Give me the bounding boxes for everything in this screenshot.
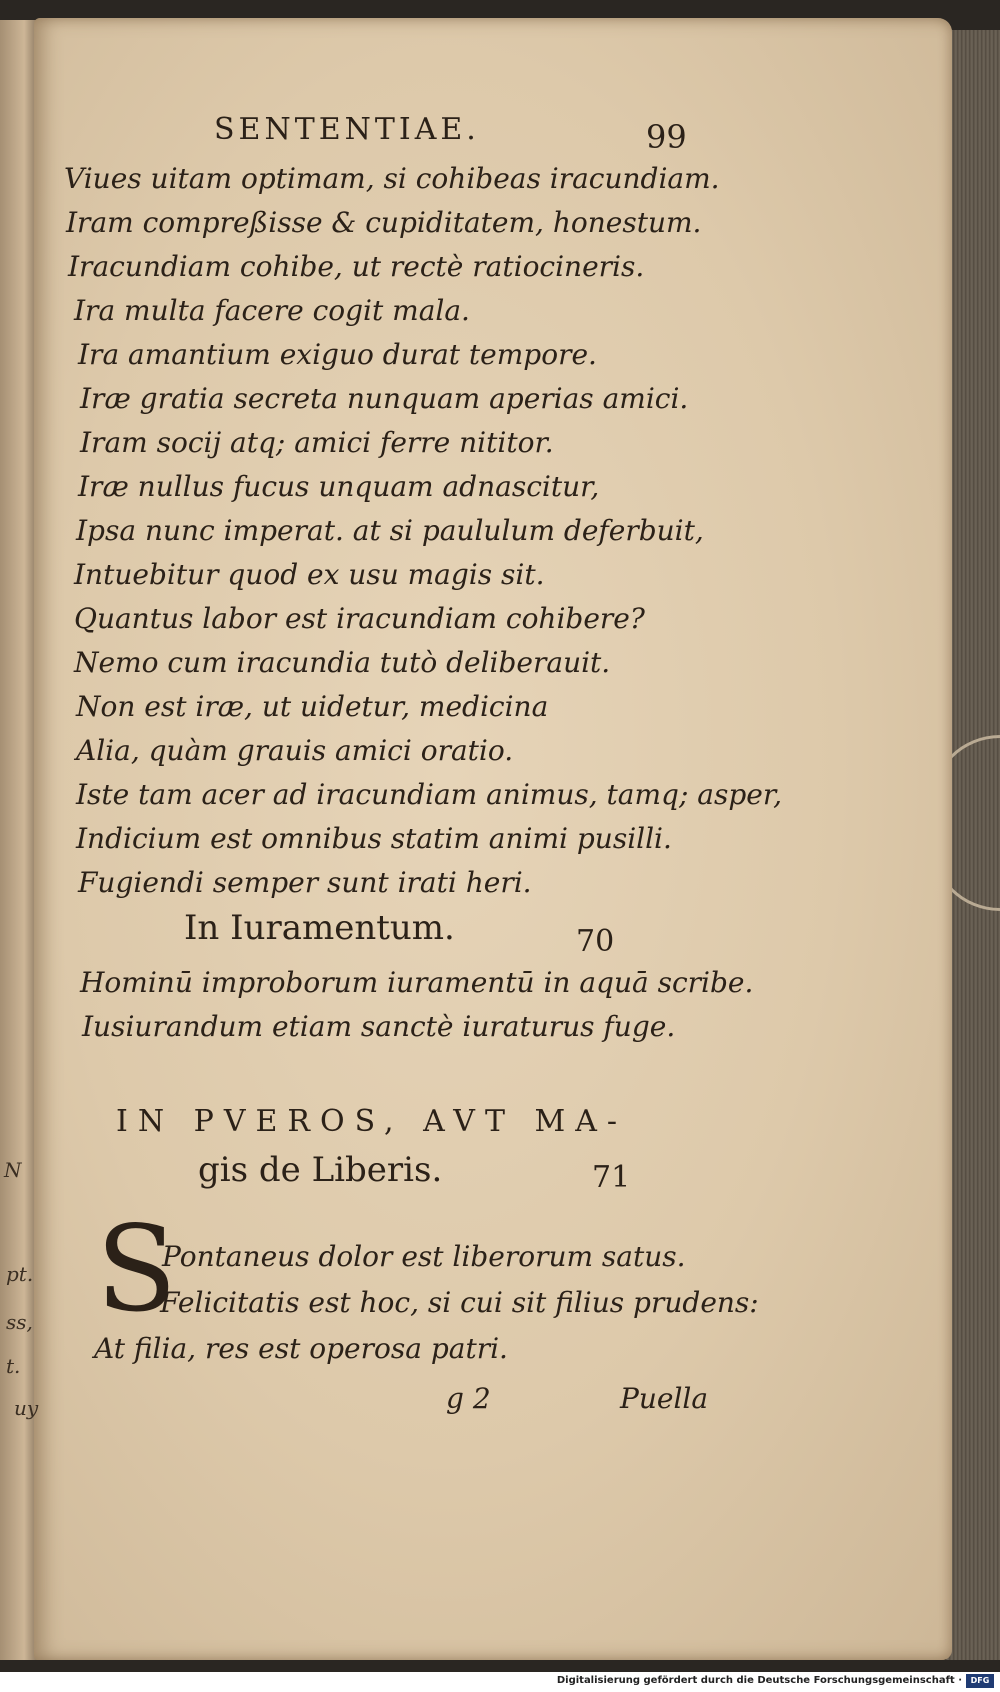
margin-note: t. — [6, 1354, 21, 1378]
section-heading-pueros-line2: gis de Liberis. — [198, 1150, 443, 1190]
text-line: Ira multa facere cogit mala. — [74, 294, 470, 327]
text-line: Ira amantium exiguo durat tempore. — [78, 338, 597, 371]
section-number-70: 70 — [576, 924, 615, 959]
text-line: Felicitatis est hoc, si cui sit filius prudens: — [160, 1286, 759, 1319]
text-line: Iste tam acer ad iracundiam animus, tamq; asper, — [76, 778, 783, 811]
text-line: Pontaneus dolor est liberorum satus. — [162, 1240, 686, 1273]
margin-note: N — [4, 1158, 22, 1182]
catchword: Puella — [620, 1382, 709, 1415]
text-line: Iracundiam cohibe, ut rectè ratiocineris. — [68, 250, 645, 283]
text-line: Hominū improborum iuramentū in aquā scribe. — [80, 966, 754, 999]
margin-note: ss, — [6, 1310, 33, 1334]
margin-note: uy — [14, 1396, 39, 1420]
page-number: 99 — [646, 118, 687, 156]
section-number-71: 71 — [592, 1160, 631, 1195]
text-line: Intuebitur quod ex usu magis sit. — [74, 558, 545, 591]
text-line: Ipsa nunc imperat. at si paululum deferbuit, — [76, 514, 704, 547]
margin-note: pt. — [6, 1262, 34, 1286]
text-line: Quantus labor est iracundiam cohibere? — [74, 602, 645, 635]
text-line: Iusiurandum etiam sanctè iuraturus fuge. — [82, 1010, 676, 1043]
section-heading-pueros: IN PVEROS, AVT MA- — [116, 1104, 628, 1139]
signature-mark: g 2 — [446, 1382, 491, 1415]
text-line: Indicium est omnibus statim animi pusilli. — [76, 822, 672, 855]
text-line: Iram socij atq; amici ferre nititor. — [80, 426, 554, 459]
text-line: Iram compreßisse & cupiditatem, honestum. — [66, 206, 702, 239]
text-line: At filia, res est operosa patri. — [94, 1332, 508, 1365]
text-line: Alia, quàm grauis amici oratio. — [76, 734, 514, 767]
text-line: Nemo cum iracundia tutò deliberauit. — [74, 646, 611, 679]
text-line: Iræ nullus fucus unquam adnascitur, — [78, 470, 600, 503]
text-line: Fugiendi semper sunt irati heri. — [78, 866, 532, 899]
text-line: Non est iræ, ut uidetur, medicina — [76, 690, 549, 723]
dfg-logo: DFG — [966, 1674, 994, 1688]
section-heading-iuramentum: In Iuramentum. — [184, 908, 455, 948]
text-line: Viues uitam optimam, si cohibeas iracundiam. — [64, 162, 720, 195]
drop-cap: S — [96, 1200, 177, 1338]
running-head: SENTENTIAE. — [214, 112, 480, 147]
text-line: Iræ gratia secreta nunquam aperias amici. — [80, 382, 689, 415]
footer-credit: Digitalisierung gefördert durch die Deutsche Forschungsgemeinschaft · — [556, 1675, 962, 1686]
